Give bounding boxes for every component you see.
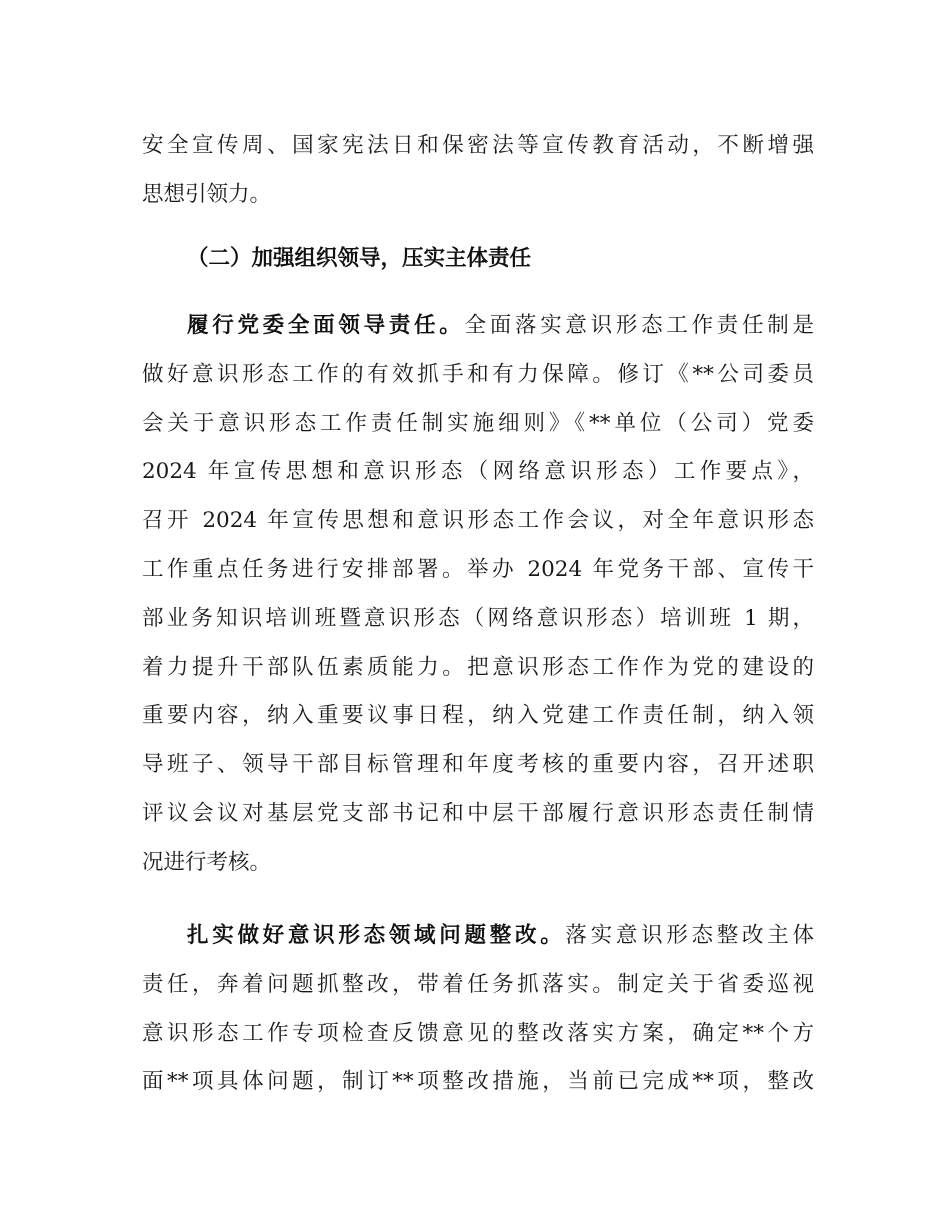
text-line: 责任，奔着问题抓整改，带着任务抓落实。制定关于省委巡视 (142, 971, 814, 997)
text-line: 会关于意识形态工作责任制实施细则》《**单位（公司）党委 (142, 410, 814, 436)
text-line: 思想引领力。 (142, 181, 272, 207)
text-line: 着力提升干部队伍素质能力。把意识形态工作作为党的建设的 (142, 654, 814, 680)
text-line: 2024 年宣传思想和意识形态（网络意识形态）工作要点》， (142, 459, 814, 485)
paragraph-two (142, 912, 814, 1107)
paragraph-first-line (142, 302, 814, 351)
text-line: 重要内容，纳入重要议事日程，纳入党建工作责任制，纳入领 (142, 703, 814, 729)
text-line: 评议会议对基层党支部书记和中层干部履行意识形态责任制情 (142, 800, 814, 826)
paragraph-lead: 履行党委全面领导责任。 (187, 313, 465, 338)
text-line: 意识形态工作专项检查反馈意见的整改落实方案，确定**个方 (142, 1020, 814, 1046)
text-line: 况进行考核。 (142, 849, 272, 875)
section-heading: （二）加强组织领导，压实主体责任 (187, 246, 532, 271)
paragraph-top (142, 122, 814, 220)
paragraph-first-line-text: 落实意识形态整改主体 (565, 923, 814, 948)
text-line: 部业务知识培训班暨意识形态（网络意识形态）培训班 1 期， (142, 605, 814, 631)
text-line: 工作重点任务进行安排部署。举办 2024 年党务干部、宣传干 (142, 556, 814, 582)
text-line: 召开 2024 年宣传思想和意识形态工作会议，对全年意识形态 (142, 508, 814, 534)
text-line: 面**项具体问题，制订**项整改措施，当前已完成**项，整改 (142, 1069, 814, 1095)
text-line: 做好意识形态工作的有效抓手和有力保障。修订《**公司委员 (142, 361, 814, 387)
text-line: 导班子、领导干部目标管理和年度考核的重要内容，召开述职 (142, 752, 814, 778)
paragraph-lead: 扎实做好意识形态领域问题整改。 (187, 923, 566, 948)
paragraph-first-line (142, 912, 814, 961)
paragraph-first-line-text: 全面落实意识形态工作责任制是 (464, 313, 814, 338)
text-line: 安全宣传周、国家宪法日和保密法等宣传教育活动，不断增强 (142, 133, 814, 158)
paragraph-one (142, 302, 814, 888)
